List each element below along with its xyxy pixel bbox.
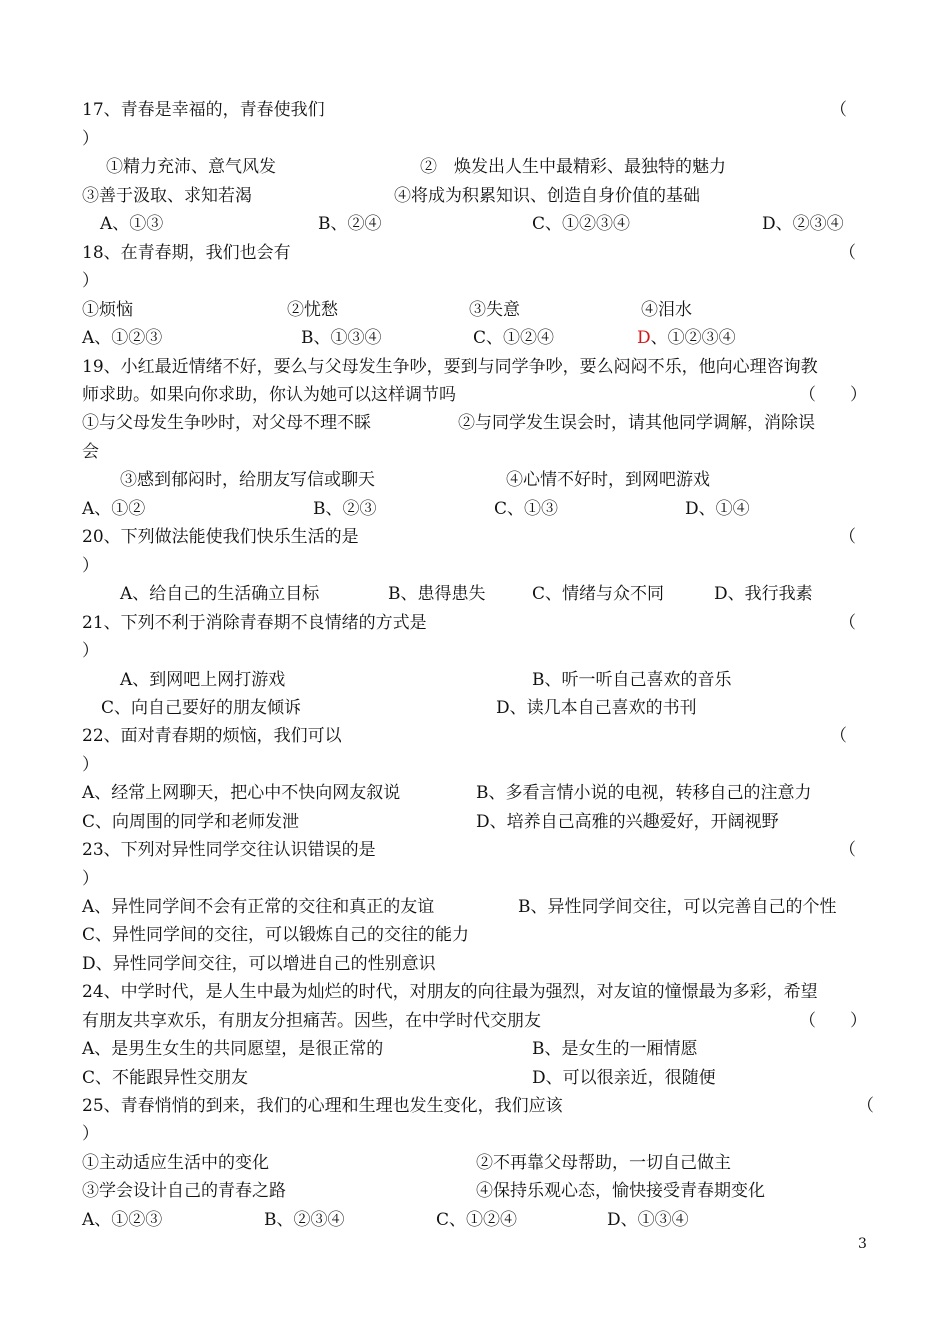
q18-stem: 18、在青春期，我们也会有 (82, 243, 291, 263)
q21-option-b: B、听一听自己喜欢的音乐 (532, 670, 732, 690)
q17-answer-paren-close: ） (82, 129, 99, 149)
q20-option-d: D、我行我素 (714, 584, 813, 604)
q18-option-b: B、①③④ (301, 328, 382, 348)
q23-option-a: A、异性同学间不会有正常的交往和真正的友谊 (82, 897, 435, 917)
q19-stem-line-2: 师求助。如果向你求助，你认为她可以这样调节吗 (82, 385, 456, 405)
q24-answer-paren: （ ） (799, 1011, 867, 1031)
q18-option-d-text: 、①②③④ (650, 328, 736, 348)
q25-stem: 25、青春悄悄的到来，我们的心理和生理也发生变化，我们应该 (82, 1096, 563, 1116)
q23-option-c: C、异性同学间的交往，可以锻炼自己的交往的能力 (82, 925, 470, 945)
q18-option-d (637, 327, 736, 349)
q17-statement-3: ③善于汲取、求知若渴 (82, 186, 252, 206)
q18-option-a: A、①②③ (82, 328, 163, 348)
q22-option-d: D、培养自己高雅的兴趣爱好，开阔视野 (476, 812, 779, 832)
q23-stem: 23、下列对异性同学交往认识错误的是 (82, 840, 376, 860)
q24-stem-line-2: 有朋友共享欢乐，有朋友分担痛苦。因些，在中学时代交朋友 (82, 1011, 541, 1031)
q19-option-b: B、②③ (313, 499, 377, 519)
q25-statement-4: ④保持乐观心态，愉快接受青春期变化 (476, 1181, 765, 1201)
q20-answer-paren-open: （ (839, 527, 856, 547)
q25-answer-paren-open: （ (857, 1096, 874, 1116)
q19-stem-line-1: 19、小红最近情绪不好，要么与父母发生争吵，要到与同学争吵，要么闷闷不乐，他向心理咨询教 (82, 357, 818, 377)
q17-option-c: C、①②③④ (532, 214, 631, 234)
q22-answer-paren-open: （ (830, 726, 847, 746)
q17-option-b: B、②④ (318, 214, 382, 234)
q18-statement-1: ①烦恼 (82, 300, 133, 320)
q25-option-c: C、①②④ (436, 1210, 518, 1230)
q17-statement-1: ①精力充沛、意气风发 (106, 157, 276, 177)
q19-statement-1: ①与父母发生争吵时，对父母不理不睬 (82, 413, 371, 433)
q22-stem: 22、面对青春期的烦恼，我们可以 (82, 726, 342, 746)
q17-option-a: A、①③ (100, 214, 164, 234)
q21-option-a: A、到网吧上网打游戏 (120, 670, 286, 690)
page-number: 3 (858, 1236, 867, 1252)
q18-statement-4: ④泪水 (641, 300, 692, 320)
q24-option-b: B、是女生的一厢情愿 (532, 1039, 698, 1059)
q24-option-a: A、是男生女生的共同愿望，是很正常的 (82, 1039, 384, 1059)
q23-answer-paren-open: （ (839, 840, 856, 860)
q23-option-d: D、异性同学间交往，可以增进自己的性别意识 (82, 954, 436, 974)
q18-option-c: C、①②④ (473, 328, 555, 348)
q25-option-d: D、①③④ (607, 1210, 689, 1230)
q19-option-d: D、①④ (685, 499, 750, 519)
q25-option-b: B、②③④ (264, 1210, 345, 1230)
q22-answer-paren-close: ） (82, 755, 99, 775)
q17-stem: 17、青春是幸福的，青春使我们 (82, 100, 325, 120)
q25-option-a: A、①②③ (82, 1210, 163, 1230)
q20-answer-paren-close: ） (82, 556, 99, 576)
q20-option-a: A、给自己的生活确立目标 (120, 584, 320, 604)
q25-statement-2: ②不再靠父母帮助，一切自己做主 (476, 1153, 731, 1173)
q21-answer-paren-close: ） (82, 641, 99, 661)
q18-answer-paren-open: （ (839, 243, 856, 263)
q19-option-c: C、①③ (494, 499, 559, 519)
q22-option-a: A、经常上网聊天，把心中不快向网友叙说 (82, 783, 401, 803)
q18-option-d-letter: D (637, 328, 651, 348)
q17-answer-paren-open: （ (830, 100, 847, 120)
q21-option-d: D、读几本自己喜欢的书刊 (496, 698, 697, 718)
q21-option-c: C、向自己要好的朋友倾诉 (101, 698, 302, 718)
q21-stem: 21、下列不利于消除青春期不良情绪的方式是 (82, 613, 427, 633)
q20-option-c: C、情绪与众不同 (532, 584, 665, 604)
q19-statement-4: ④心情不好时，到网吧游戏 (506, 470, 710, 490)
q24-stem-line-1: 24、中学时代，是人生中最为灿烂的时代，对朋友的向往最为强烈，对友谊的憧憬最为多彩，希望 (82, 982, 818, 1002)
q23-answer-paren-close: ） (82, 869, 99, 889)
q20-stem: 20、下列做法能使我们快乐生活的是 (82, 527, 359, 547)
q25-statement-1: ①主动适应生活中的变化 (82, 1153, 269, 1173)
q18-statement-2: ②忧愁 (287, 300, 338, 320)
q22-option-c: C、向周围的同学和老师发泄 (82, 812, 300, 832)
q19-option-a: A、①② (82, 499, 146, 519)
q25-statement-3: ③学会设计自己的青春之路 (82, 1181, 286, 1201)
q22-option-b: B、多看言情小说的电视，转移自己的注意力 (476, 783, 812, 803)
q23-option-b: B、异性同学间交往，可以完善自己的个性 (518, 897, 837, 917)
q19-statement-2-line-2: 会 (82, 442, 99, 462)
q19-statement-2-line-1: ②与同学发生误会时，请其他同学调解，消除误 (458, 413, 815, 433)
q19-statement-3: ③感到郁闷时，给朋友写信或聊天 (120, 470, 375, 490)
q25-answer-paren-close: ） (82, 1124, 99, 1144)
q20-option-b: B、患得患失 (388, 584, 486, 604)
q24-option-c: C、不能跟异性交朋友 (82, 1068, 249, 1088)
q17-statement-4: ④将成为积累知识、创造自身价值的基础 (394, 186, 700, 206)
q18-answer-paren-close: ） (82, 271, 99, 291)
q17-statement-2: ② 焕发出人生中最精彩、最独特的魅力 (420, 157, 726, 177)
q19-answer-paren: （ ） (799, 385, 867, 405)
q18-statement-3: ③失意 (469, 300, 520, 320)
q17-option-d: D、②③④ (762, 214, 844, 234)
q24-option-d: D、可以很亲近，很随便 (532, 1068, 716, 1088)
q21-answer-paren-open: （ (839, 613, 856, 633)
